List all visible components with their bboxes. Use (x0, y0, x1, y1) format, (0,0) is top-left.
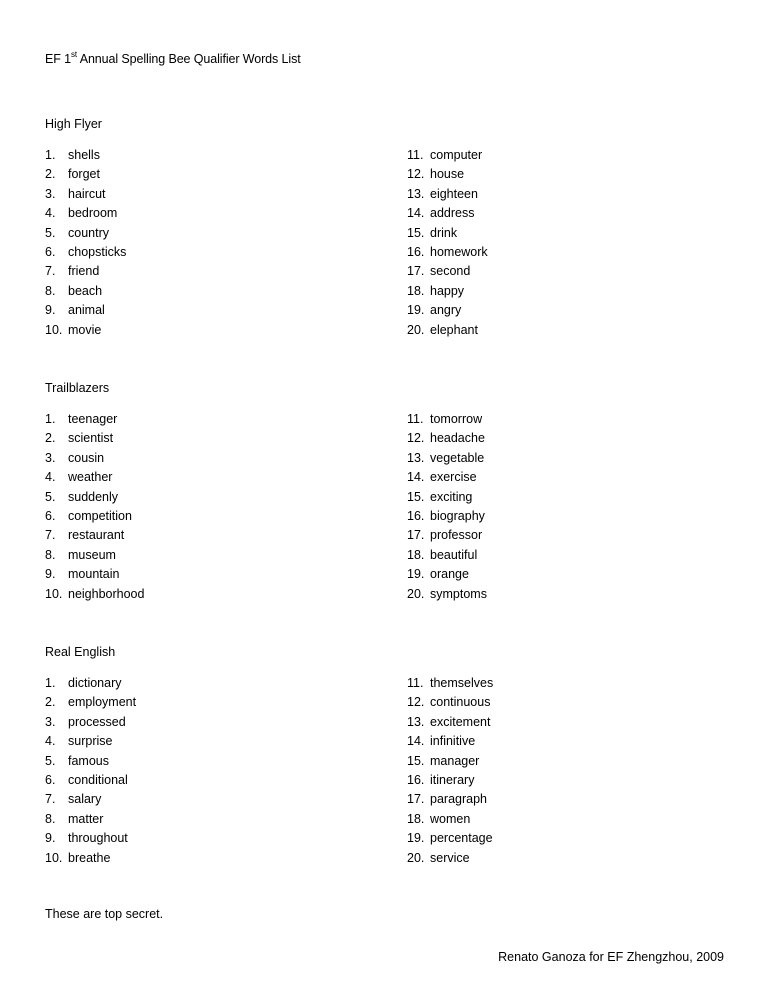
list-item (407, 713, 493, 732)
word-list-high-flyer-left (45, 146, 126, 340)
item-word: themselves (430, 676, 494, 690)
item-word: itinerary (430, 772, 475, 787)
list-item (45, 585, 144, 604)
item-number: 19. (407, 567, 425, 582)
list-item (45, 507, 144, 526)
item-number: 1. (45, 148, 56, 162)
list-item (45, 449, 144, 468)
item-number: 20. (407, 322, 425, 337)
item-number: 2. (45, 167, 56, 182)
item-word: symptoms (430, 586, 487, 601)
item-word: address (430, 206, 475, 221)
item-number: 15. (407, 225, 425, 240)
list-item (45, 146, 126, 165)
list-item (45, 565, 144, 584)
item-number: 14. (407, 470, 425, 485)
item-word: movie (68, 322, 102, 337)
footnote: These are top secret. (45, 907, 164, 921)
word-list-high-flyer-right (407, 146, 488, 340)
item-number: 4. (45, 734, 56, 749)
item-word: cousin (68, 450, 105, 465)
item-word: women (430, 811, 471, 826)
list-item (407, 507, 487, 526)
item-word: elephant (430, 322, 478, 337)
item-word: suddenly (68, 489, 119, 504)
list-item (45, 282, 126, 301)
item-word: processed (68, 714, 126, 729)
item-number: 9. (45, 567, 56, 582)
list-item (45, 771, 136, 790)
item-word: breathe (68, 850, 111, 865)
item-number: 3. (45, 714, 56, 729)
item-word: angry (430, 303, 462, 318)
list-item (45, 810, 136, 829)
item-number: 13. (407, 714, 425, 729)
item-number: 14. (407, 734, 425, 749)
list-item (407, 204, 488, 223)
list-item (45, 301, 126, 320)
item-number: 3. (45, 186, 56, 201)
item-number: 13. (407, 450, 425, 465)
list-item (45, 468, 144, 487)
item-word: homework (430, 244, 488, 259)
item-number: 1. (45, 412, 56, 426)
item-word: happy (430, 283, 465, 298)
item-number: 12. (407, 431, 425, 446)
list-item (407, 468, 487, 487)
item-word: famous (68, 753, 109, 768)
list-item (407, 674, 493, 693)
item-number: 6. (45, 508, 56, 523)
list-item (45, 829, 136, 848)
item-word: shells (68, 148, 100, 162)
list-item (407, 732, 493, 751)
item-number: 13. (407, 186, 425, 201)
item-number: 6. (45, 772, 56, 787)
item-word: excitement (430, 714, 491, 729)
list-item (45, 165, 126, 184)
list-item (45, 790, 136, 809)
item-word: restaurant (68, 528, 125, 543)
item-word: headache (430, 431, 485, 446)
item-word: employment (68, 695, 137, 710)
item-number: 17. (407, 528, 425, 543)
item-word: weather (68, 470, 113, 485)
list-item (407, 301, 488, 320)
item-number: 11. (407, 148, 424, 162)
item-word: haircut (68, 186, 106, 201)
item-word: service (430, 850, 470, 865)
list-item (407, 849, 493, 868)
list-item (407, 185, 488, 204)
item-word: conditional (68, 772, 128, 787)
item-number: 1. (45, 676, 56, 690)
item-number: 3. (45, 450, 56, 465)
item-number: 5. (45, 753, 56, 768)
item-word: teenager (68, 412, 118, 426)
item-word: paragraph (430, 792, 487, 807)
list-item (45, 243, 126, 262)
list-item (45, 321, 126, 340)
item-number: 14. (407, 206, 425, 221)
item-number: 18. (407, 283, 425, 298)
item-word: exercise (430, 470, 477, 485)
item-word: beach (68, 283, 103, 298)
word-list-trailblazers-right (407, 410, 487, 604)
item-word: professor (430, 528, 483, 543)
list-item (407, 165, 488, 184)
item-number: 12. (407, 167, 425, 182)
list-item (407, 546, 487, 565)
item-word: museum (68, 547, 116, 562)
list-item (407, 429, 487, 448)
list-item (407, 526, 487, 545)
item-number: 16. (407, 244, 425, 259)
item-word: biography (430, 508, 485, 523)
list-item (45, 185, 126, 204)
list-item (45, 674, 136, 693)
list-item (407, 693, 493, 712)
item-number: 10. (45, 850, 63, 865)
list-item (407, 146, 488, 165)
item-number: 17. (407, 792, 425, 807)
title-superscript: st (71, 49, 78, 59)
item-word: drink (430, 225, 458, 240)
item-word: forget (68, 167, 100, 182)
item-number: 18. (407, 811, 425, 826)
list-item (45, 546, 144, 565)
item-number: 19. (407, 831, 425, 846)
item-word: competition (68, 508, 132, 523)
item-number: 5. (45, 225, 56, 240)
item-number: 15. (407, 753, 425, 768)
list-item (407, 585, 487, 604)
item-word: dictionary (68, 676, 122, 690)
list-item (407, 321, 488, 340)
word-list-real-english-left (45, 674, 136, 868)
item-number: 2. (45, 695, 56, 710)
list-item (407, 829, 493, 848)
list-item (45, 262, 126, 281)
list-item (407, 771, 493, 790)
section-heading-high-flyer: High Flyer (45, 117, 102, 131)
list-item (45, 693, 136, 712)
list-item (45, 526, 144, 545)
item-number: 8. (45, 283, 56, 298)
item-number: 20. (407, 850, 425, 865)
item-word: chopsticks (68, 244, 127, 259)
item-word: matter (68, 811, 104, 826)
item-number: 10. (45, 322, 63, 337)
list-item (407, 790, 493, 809)
item-word: friend (68, 264, 100, 279)
item-word: eighteen (430, 186, 478, 201)
list-item (407, 282, 488, 301)
item-word: vegetable (430, 450, 485, 465)
item-number: 7. (45, 264, 56, 279)
item-number: 20. (407, 586, 425, 601)
item-word: house (430, 167, 465, 182)
item-word: throughout (68, 831, 128, 846)
title-prefix: EF 1 (45, 52, 71, 66)
item-number: 15. (407, 489, 425, 504)
word-list-real-english-right (407, 674, 493, 868)
item-number: 11. (407, 412, 424, 426)
item-number: 18. (407, 547, 425, 562)
list-item (407, 243, 488, 262)
item-number: 11. (407, 676, 424, 690)
item-word: mountain (68, 567, 120, 582)
section-heading-trailblazers: Trailblazers (45, 381, 110, 395)
item-word: percentage (430, 831, 493, 846)
list-item (407, 752, 493, 771)
item-number: 5. (45, 489, 56, 504)
item-word: manager (430, 753, 480, 768)
item-word: computer (430, 148, 483, 162)
item-word: scientist (68, 431, 114, 446)
list-item (45, 732, 136, 751)
list-item (45, 713, 136, 732)
item-word: tomorrow (430, 412, 483, 426)
item-word: salary (68, 792, 102, 807)
signature: Renato Ganoza for EF Zhengzhou, 2009 (498, 950, 724, 964)
list-item (407, 449, 487, 468)
list-item (407, 810, 493, 829)
item-word: beautiful (430, 547, 478, 562)
item-word: surprise (68, 734, 113, 749)
list-item (407, 565, 487, 584)
title-suffix: Annual Spelling Bee Qualifier Words List (77, 52, 301, 66)
list-item (45, 204, 126, 223)
item-word: orange (430, 567, 469, 582)
section-heading-real-english: Real English (45, 645, 116, 659)
list-item (407, 224, 488, 243)
item-word: infinitive (430, 734, 476, 749)
word-list-trailblazers-left (45, 410, 144, 604)
list-item (45, 224, 126, 243)
item-number: 9. (45, 303, 56, 318)
item-number: 12. (407, 695, 425, 710)
list-item (407, 410, 487, 429)
list-item (45, 752, 136, 771)
item-number: 9. (45, 831, 56, 846)
list-item (45, 488, 144, 507)
item-word: exciting (430, 489, 473, 504)
item-number: 19. (407, 303, 425, 318)
item-number: 2. (45, 431, 56, 446)
list-item (45, 849, 136, 868)
list-item (45, 429, 144, 448)
item-number: 7. (45, 792, 56, 807)
item-word: animal (68, 303, 105, 318)
list-item (45, 410, 144, 429)
item-word: neighborhood (68, 586, 145, 601)
item-word: country (68, 225, 109, 240)
item-number: 16. (407, 508, 425, 523)
item-word: bedroom (68, 206, 118, 221)
item-number: 4. (45, 470, 56, 485)
list-item (407, 488, 487, 507)
item-number: 4. (45, 206, 56, 221)
item-number: 17. (407, 264, 425, 279)
item-word: second (430, 264, 471, 279)
item-number: 10. (45, 586, 63, 601)
item-number: 16. (407, 772, 425, 787)
item-number: 8. (45, 811, 56, 826)
item-word: continuous (430, 695, 491, 710)
list-item (407, 262, 488, 281)
item-number: 8. (45, 547, 56, 562)
item-number: 7. (45, 528, 56, 543)
document-title (45, 49, 301, 66)
item-number: 6. (45, 244, 56, 259)
